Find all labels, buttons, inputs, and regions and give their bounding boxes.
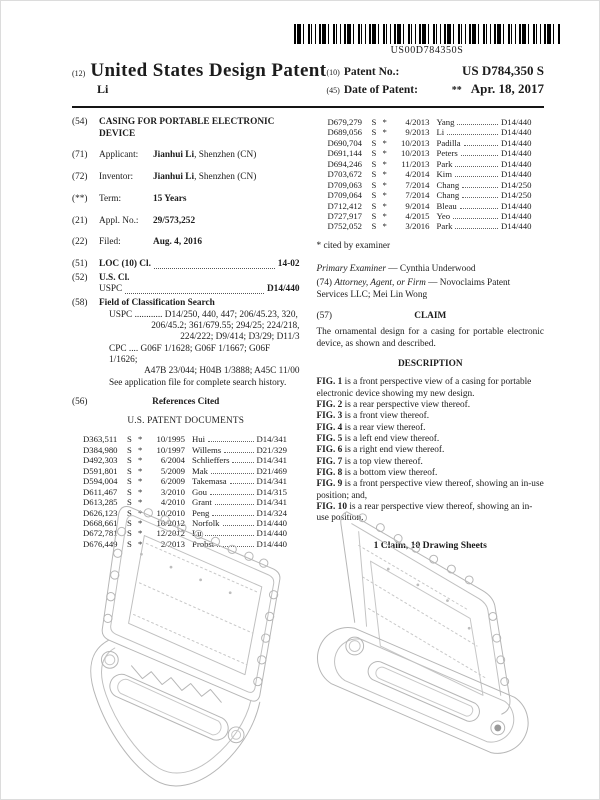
us-patent-documents-heading: U.S. PATENT DOCUMENTS — [127, 415, 245, 426]
application-number: 29/573,252 — [153, 215, 196, 226]
examiner-name: — Cynthia Underwood — [388, 263, 476, 274]
references-cited-heading: (56) References Cited — [72, 397, 220, 408]
figure-description-line: FIG. 2 is a rear perspective view thereof. — [316, 400, 471, 411]
patent-reference-row: D727,917 S * 4/2015 Yeo D14/440 — [327, 210, 532, 221]
document-title: United States Design Patent — [90, 60, 327, 81]
patent-number: US D784,350 S — [462, 63, 544, 78]
us-patent-documents-list-continued — [317, 117, 545, 232]
figure-description-line: FIG. 8 is a bottom view thereof. — [316, 468, 438, 479]
patent-date: Apr. 18, 2017 — [470, 81, 544, 96]
dot-leader — [457, 124, 498, 125]
dot-leader — [455, 166, 498, 167]
cited-by-examiner-note: * cited by examiner — [316, 240, 391, 251]
attorney-name: — Novoclaims Patent Services LLC; Mei Lin Wong — [316, 278, 511, 300]
field-term: (**) Term: 15 Years — [72, 194, 300, 206]
patent-reference-row: D672,781 S * 12/2012 Lu D14/440 — [83, 528, 287, 539]
figure-description-line: FIG. 7 is a top view thereof. — [316, 456, 423, 467]
inventor-name: Jianhui Li — [153, 172, 195, 183]
field-classification-search: (58) Field of Classification Search USPC ............ D14/250, 440, 447; 206/45.23, 320, 206/45.2; 361/679.55; 294/25; 224/218, 224/222; D9/414; D3/29; D11/3 CPC .... G06F 1/1628; G06F 1/1667; G06F 1/1626; A47B 23/044; H04B 1/3888; A45C 11/00 See application file for complete search history. — [72, 298, 300, 388]
patent-reference-row: D712,412 S * 9/2014 Bleau D14/440 — [327, 200, 532, 211]
drawing-figures — [46, 500, 574, 796]
figure-description-line: FIG. 3 is a front view thereof. — [316, 411, 430, 422]
claim-text: The ornamental design for a casing for portable electronic device, as shown and described. — [316, 327, 544, 350]
document-header — [72, 60, 544, 99]
patent-reference-row: D611,467 S * 3/2010 Gou D14/315 — [83, 486, 287, 497]
dot-leader — [154, 259, 275, 269]
dot-leader — [461, 155, 498, 156]
patent-date-row: (45) Date of Patent: ** Apr. 18, 2017 — [326, 81, 544, 96]
figure-description-line: FIG. 6 is a right end view thereof. — [316, 445, 445, 456]
dot-leader — [453, 218, 498, 219]
figure-description-line: FIG. 5 is a left end view thereof. — [316, 434, 440, 445]
dot-leader — [464, 145, 498, 146]
dot-leader — [230, 483, 254, 484]
dot-leader — [462, 187, 498, 188]
patent-reference-row: D689,056 S * 9/2013 Li D14/440 — [327, 127, 532, 138]
loc-class-value: 14-02 — [277, 258, 300, 269]
claim-heading: (57) CLAIM — [316, 310, 447, 321]
patent-reference-row: D709,063 S * 7/2014 Chang D14/250 — [327, 179, 532, 190]
barcode-zone — [294, 24, 560, 56]
claims-sheets-note: 1 Claim, 10 Drawing Sheets — [373, 539, 487, 551]
primary-examiner-line: Primary Examiner — Cynthia Underwood — [316, 263, 476, 274]
applicant-name: Jianhui Li — [153, 150, 195, 161]
patent-reference-row: D709,064 S * 7/2014 Chang D14/250 — [327, 190, 532, 201]
field-us-class: (52) U.S. Cl. USPC D14/440 — [72, 272, 300, 295]
figure-description-line: FIG. 4 is a rear view thereof. — [316, 422, 426, 433]
description-heading: DESCRIPTION — [397, 358, 463, 369]
figure-description-line: FIG. 9 is a front perspective view thereof, showing an in-use position; and, — [316, 479, 544, 501]
patent-reference-row: D668,661 S * 10/2012 Norfolk D14/440 — [83, 517, 287, 528]
dot-leader — [462, 197, 498, 198]
uspc-class-value: D14/440 — [266, 284, 300, 295]
dot-leader — [460, 208, 498, 209]
patent-date-label: Date of Patent: — [343, 84, 418, 96]
field-loc-class: (51) LOC (10) Cl. 14-02 — [72, 258, 300, 269]
patent-reference-row: D594,004 S * 6/2009 Takemasa D14/341 — [83, 476, 287, 487]
patent-reference-row: D679,279 S * 4/2013 Yang D14/440 — [327, 117, 532, 127]
header-right — [326, 60, 544, 99]
dot-leader — [447, 134, 498, 135]
field-applicant: (71) Applicant: Jianhui Li, Shenzhen (CN) — [72, 150, 257, 161]
inventor-surname: Li — [97, 82, 109, 96]
term-marker: ** — [451, 85, 462, 96]
body-columns — [72, 117, 544, 552]
patent-reference-row: D613,285 S * 4/2010 Grant D14/341 — [83, 497, 287, 508]
field-appl-no: (21) Appl. No.: 29/573,252 — [72, 216, 300, 228]
figure-description-line: FIG. 1 is a front perspective view of a casing for portable electronic device showing my new design. — [316, 377, 532, 399]
barcode — [294, 24, 560, 44]
dot-leader — [455, 228, 498, 229]
header-left — [72, 60, 326, 99]
dot-leader — [232, 462, 253, 463]
header-divider — [72, 106, 544, 108]
patent-number-row: (10) Patent No.: US D784,350 S — [326, 63, 544, 78]
patent-reference-row: D691,144 S * 10/2013 Peters D14/440 — [327, 148, 532, 159]
dot-leader — [125, 284, 264, 294]
dot-leader — [455, 176, 498, 177]
dot-leader — [208, 441, 253, 442]
figure-description-line: FIG. 10 is a rear perspective view thereof, showing an in-use position. — [316, 502, 533, 524]
patent-reference-row: D703,672 S * 4/2014 Kim D14/440 — [327, 169, 532, 180]
kind-code: (12) — [72, 69, 86, 78]
left-column — [72, 117, 300, 552]
patent-number-label: Patent No.: — [343, 66, 400, 78]
field-title: (54) CASING FOR PORTABLE ELECTRONIC DEVICE — [72, 117, 300, 140]
patent-reference-row: D694,246 S * 11/2013 Park D14/440 — [327, 158, 532, 169]
field-filed: (22) Filed: Aug. 4, 2016 — [72, 237, 300, 249]
term-value: 15 Years — [153, 193, 187, 204]
barcode-text: US00D784350S — [390, 45, 464, 56]
patent-reference-row: D492,303 S * 6/2004 Schlieffers D14/341 — [83, 455, 287, 466]
casing-front-perspective-drawing — [46, 500, 296, 796]
patent-reference-row: D626,123 S * 10/2010 Peng D14/324 — [83, 507, 287, 518]
patent-reference-row: D690,704 S * 10/2013 Padilla D14/440 — [327, 137, 532, 148]
filing-date: Aug. 4, 2016 — [153, 237, 203, 248]
attorney-line: (74) Attorney, Agent, or Firm — Novoclaims Patent Services LLC; Mei Lin Wong — [316, 278, 511, 300]
patent-reference-row: D384,980 S * 10/1997 Willems D21/329 — [83, 444, 287, 455]
patent-reference-row: D676,449 S * 2/2013 Probst D14/440 — [83, 538, 287, 549]
field-inventor: (72) Inventor: Jianhui Li, Shenzhen (CN) — [72, 172, 257, 183]
patent-reference-row: D363,511 S * 10/1995 Hui D14/341 — [83, 434, 287, 445]
dot-leader — [224, 452, 253, 453]
dot-leader — [211, 473, 254, 474]
casing-rear-perspective-drawing — [316, 500, 574, 796]
dot-leader — [210, 494, 254, 495]
invention-title: CASING FOR PORTABLE ELECTRONIC DEVICE — [99, 117, 275, 139]
right-column — [317, 117, 545, 552]
patent-reference-row: D752,052 S * 3/2016 Park D14/440 — [327, 221, 532, 232]
patent-reference-row: D591,801 S * 5/2009 Mak D21/469 — [83, 465, 287, 476]
